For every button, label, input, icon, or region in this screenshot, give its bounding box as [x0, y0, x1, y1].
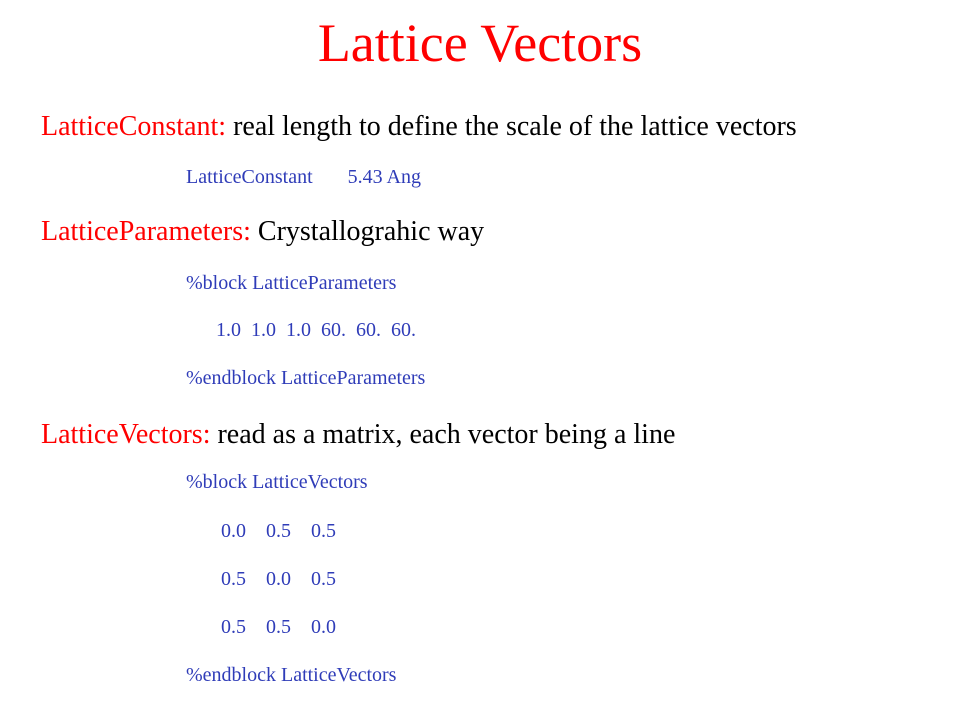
code-line: 0.5 0.0 0.5: [186, 568, 336, 590]
lattice-parameters-key: LatticeParameters:: [41, 216, 251, 247]
lattice-constant-key: LatticeConstant:: [41, 111, 227, 142]
section-lattice-constant-heading: [41, 110, 797, 144]
code-line: %endblock LatticeVectors: [186, 664, 397, 686]
code-line: %block LatticeVectors: [186, 471, 368, 493]
code-line: %block LatticeParameters: [186, 272, 397, 294]
lattice-vectors-key: LatticeVectors:: [41, 419, 211, 450]
lattice-parameters-description: Crystallograhic way: [250, 216, 485, 247]
code-line: 0.0 0.5 0.5: [186, 520, 336, 542]
code-line: 1.0 1.0 1.0 60. 60. 60.: [186, 319, 416, 341]
slide-title: Lattice Vectors: [317, 13, 643, 73]
section-lattice-parameters-heading: [41, 215, 484, 249]
code-line: LatticeConstant 5.43 Ang: [186, 166, 421, 188]
section-lattice-vectors-heading: [41, 418, 675, 452]
lattice-constant-description: real length to define the scale of the lattice vectors: [226, 111, 797, 142]
code-line: %endblock LatticeParameters: [186, 367, 426, 389]
code-line: 0.5 0.5 0.0: [186, 616, 336, 638]
lattice-vectors-description: read as a matrix, each vector being a line: [210, 419, 676, 450]
